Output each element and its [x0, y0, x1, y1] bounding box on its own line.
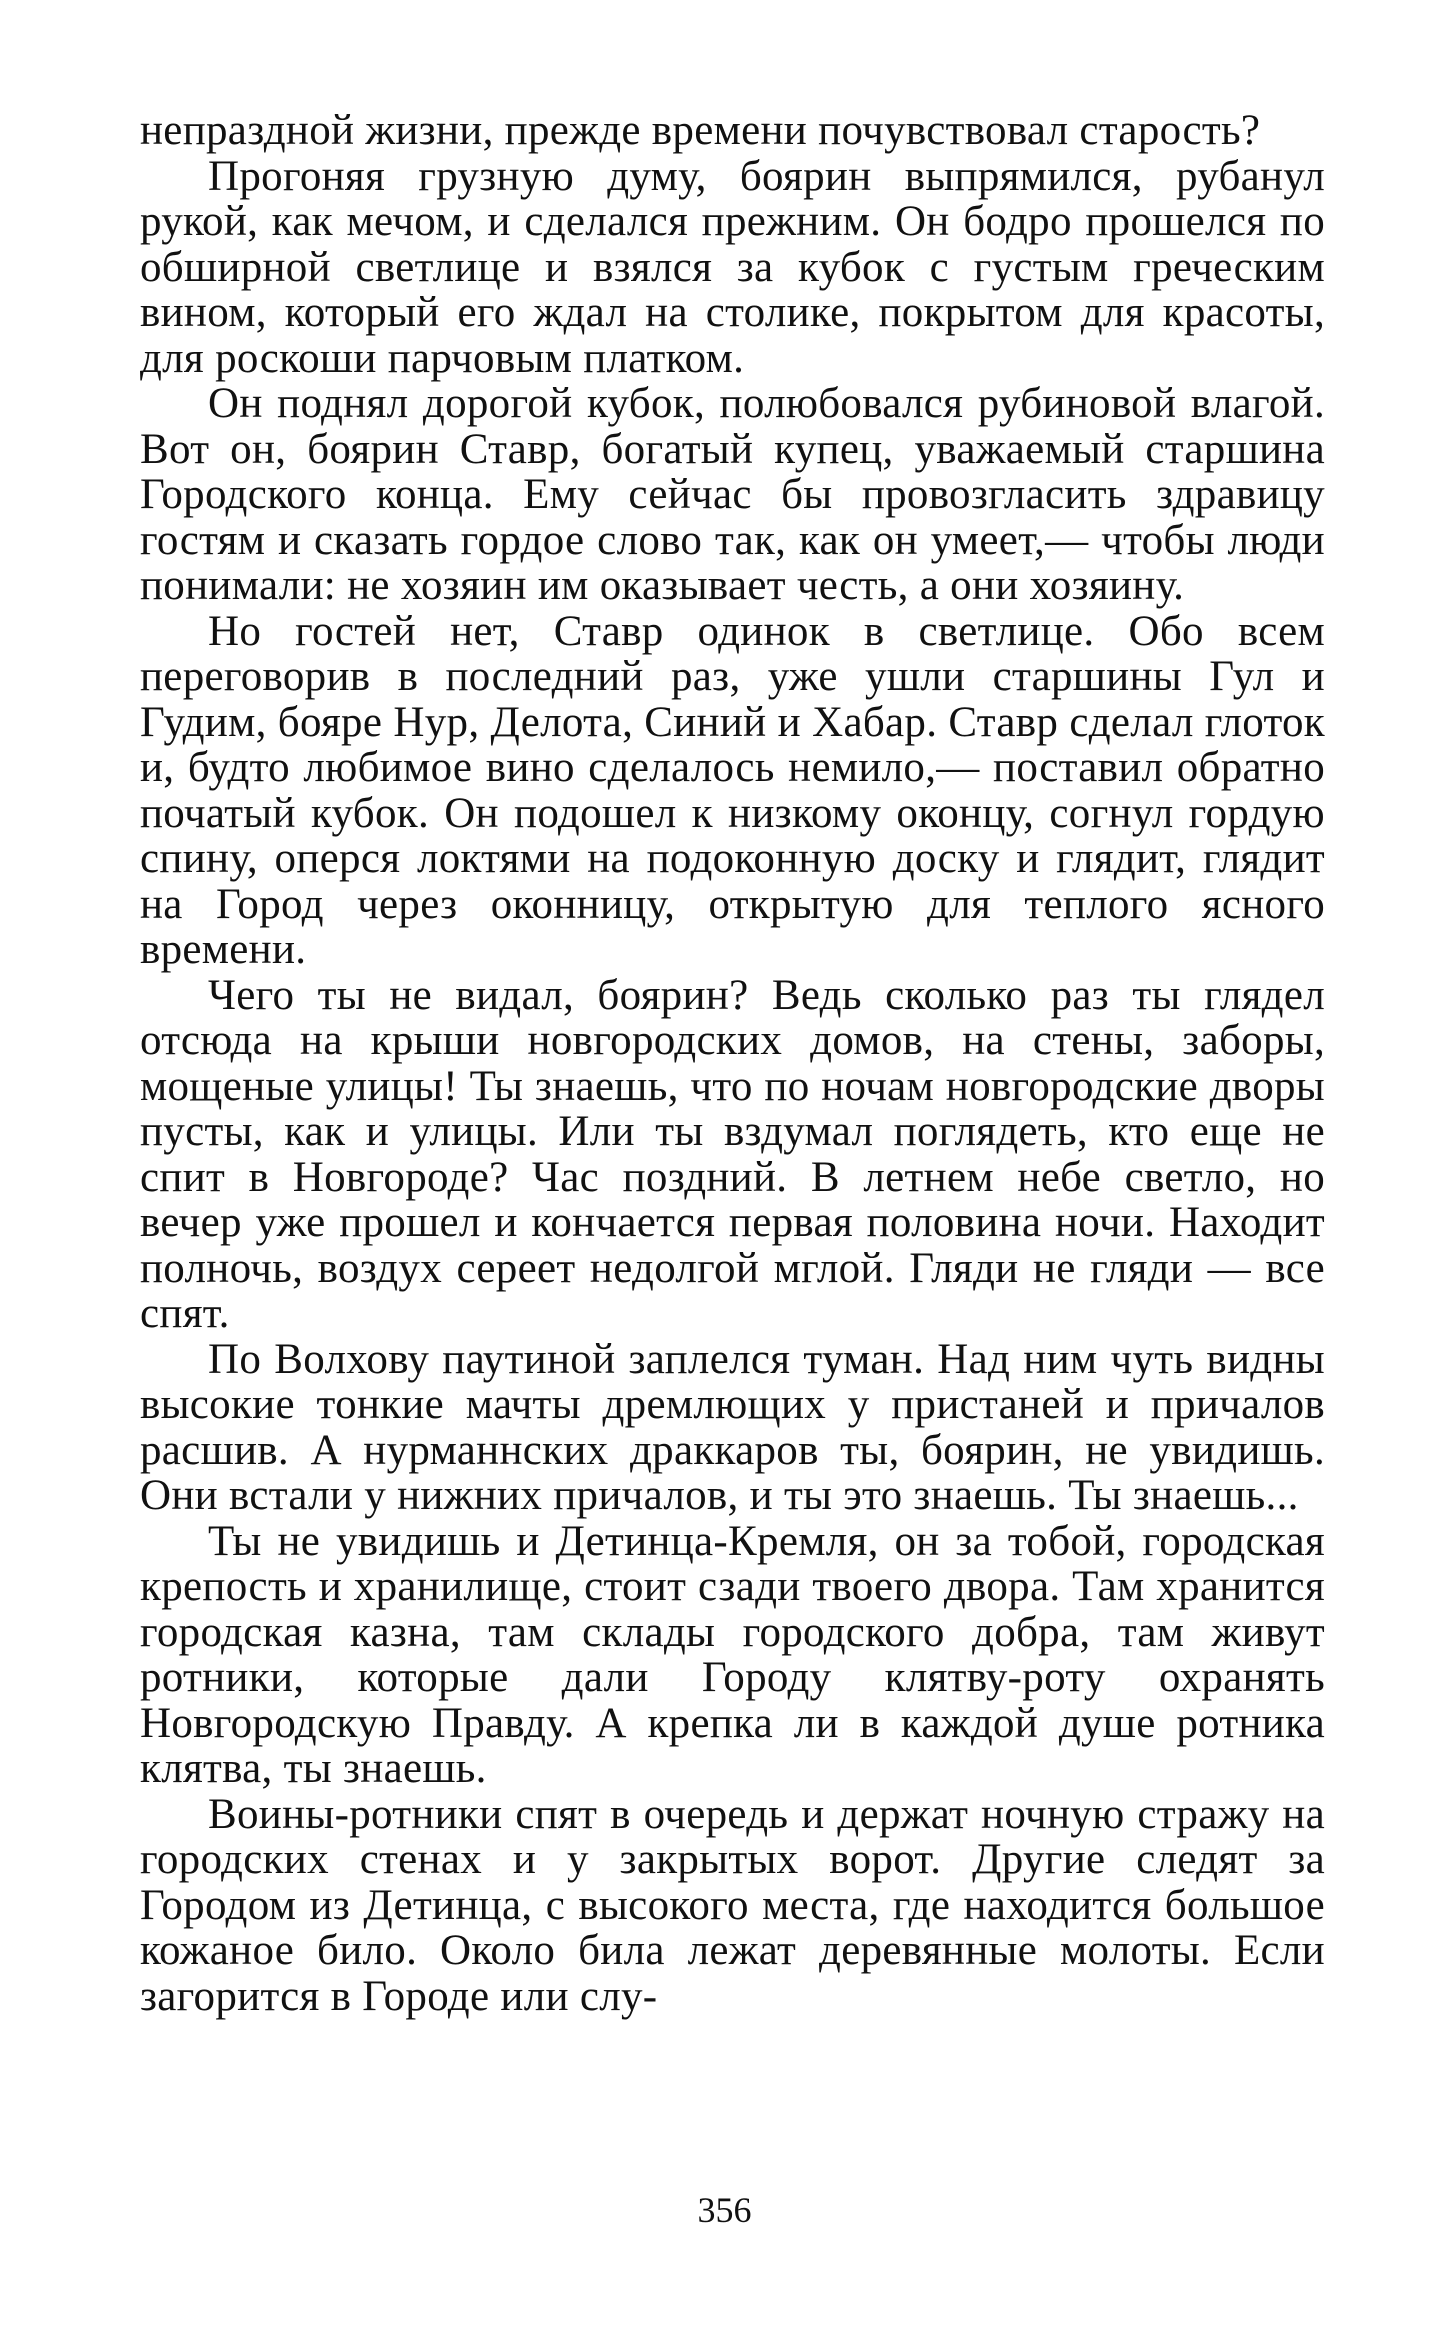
- paragraph-7: Ты не увидишь и Детинца-Кремля, он за тобой, городская крепость и хранилище, стоит сзади твоего двора. Там хранится городская казна, там склады городского добра, там живут ротники, которые дали Городу клятву-роту охранять Новгородскую Правду. А крепка ли в каждой душе ротника клятва, ты знаешь.: [140, 1517, 1325, 1792]
- paragraph-5: Чего ты не видал, боярин? Ведь сколько раз ты глядел отсюда на крыши новгородских домов, на стены, заборы, мощеные улицы! Ты знаешь, что по ночам новгородские дворы пусты, как и улицы. Или ты вздумал поглядеть, кто еще не спит в Новгороде? Час поздний. В летнем небе светло, но вечер уже прошел и кончается первая половина ночи. Находит полночь, воздух сереет недолгой мглой. Гляди не гляди — все спят.: [140, 971, 1325, 1337]
- paragraph-8: Воины-ротники спят в очередь и держат ночную стражу на городских стенах и у закрытых ворот. Другие следят за Городом из Детинца, с высокого места, где находится большое кожаное било. Около била лежат деревянные молоты. Если загорится в Городе или слу-: [140, 1790, 1325, 2020]
- paragraph-3: Он поднял дорогой кубок, полюбовался рубиновой влагой. Вот он, боярин Ставр, богатый купец, уважаемый старшина Городского конца. Ему сейчас бы провозгласить здравицу гостям и сказать гордое слово так, как он умеет,— чтобы люди понимали: не хозяин им оказывает честь, а они хозяину.: [140, 380, 1325, 609]
- paragraph-1: непраздной жизни, прежде времени почувствовал старость?: [140, 107, 1261, 154]
- page-number: 356: [697, 2190, 752, 2230]
- page-text-block: [140, 108, 1325, 2019]
- paragraph-6: По Волхову паутиной заплелся туман. Над ним чуть видны высокие тонкие мачты дремлющих у пристаней и причалов расшив. А нурманнских драккаров ты, боярин, не увидишь. Они встали у нижних причалов, и ты это знаешь. Ты знаешь...: [140, 1335, 1325, 1519]
- paragraph-2: Прогоняя грузную думу, боярин выпрямился, рубанул рукой, как мечом, и сделался прежним. Он бодро прошелся по обширной светлице и взялся за кубок с густым греческим вином, который его ждал на столике, покрытом для красоты, для роскоши парчовым платком.: [140, 152, 1325, 382]
- paragraph-4: Но гостей нет, Ставр одинок в светлице. Обо всем переговорив в последний раз, уже ушли старшины Гул и Гудим, бояре Нур, Делота, Синий и Хабар. Ставр сделал глоток и, будто любимое вино сделалось немило,— поставил обратно початый кубок. Он подошел к низкому оконцу, согнул гордую спину, оперся локтями на подоконную доску и глядит, глядит на Город через оконницу, открытую для теплого ясного времени.: [140, 607, 1325, 973]
